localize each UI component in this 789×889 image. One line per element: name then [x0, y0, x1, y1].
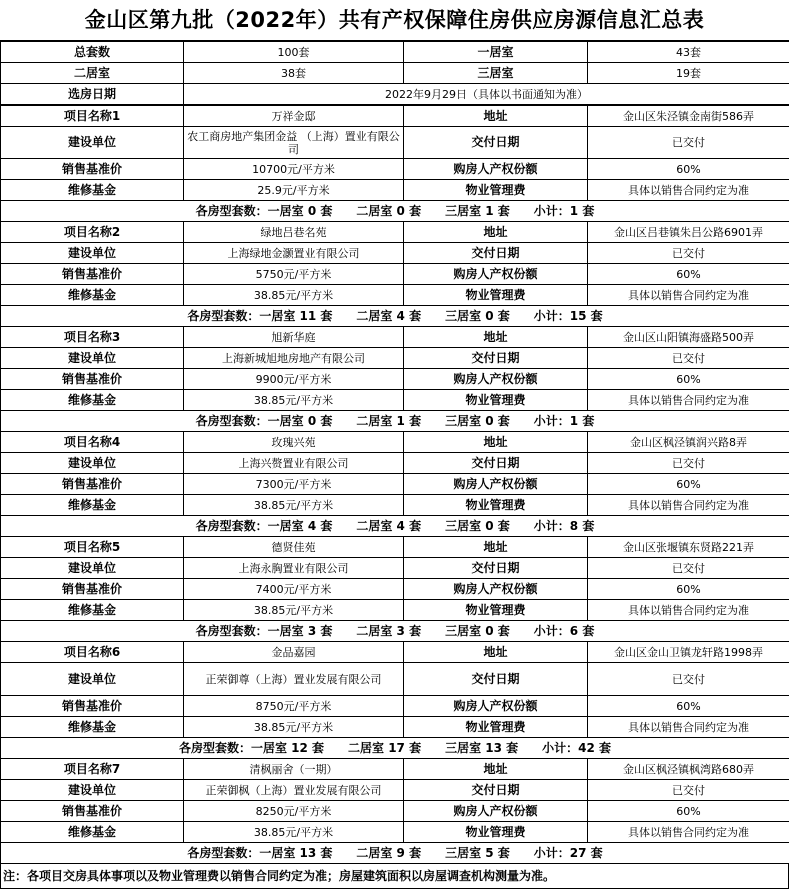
address-label: 地址 [404, 106, 588, 127]
mgmt-value: 具体以销售合同约定为准 [588, 495, 789, 516]
builder-label: 建设单位 [1, 127, 184, 159]
share-label: 购房人产权份额 [404, 369, 588, 390]
delivery-value: 已交付 [588, 453, 789, 474]
project-name: 金品嘉园 [184, 642, 404, 663]
room-count-row [1, 306, 789, 327]
price-value: 7400元/平方米 [184, 579, 404, 600]
delivery-value: 已交付 [588, 348, 789, 369]
price-value: 9900元/平方米 [184, 369, 404, 390]
builder-label: 建设单位 [1, 453, 184, 474]
fund-value: 38.85元/平方米 [184, 717, 404, 738]
mgmt-label: 物业管理费 [404, 600, 588, 621]
room-count-row [1, 621, 789, 642]
builder-value: 农工商房地产集团金益 （上海）置业有限公司 [184, 127, 404, 159]
project-name: 旭新华庭 [184, 327, 404, 348]
address-label: 地址 [404, 327, 588, 348]
mgmt-label: 物业管理费 [404, 495, 588, 516]
mgmt-value: 具体以销售合同约定为准 [588, 180, 789, 201]
price-value: 8250元/平方米 [184, 801, 404, 822]
delivery-label: 交付日期 [404, 558, 588, 579]
address-label: 地址 [404, 222, 588, 243]
room-count-summary: 各房型套数：一居室 3 套 二居室 3 套 三居室 0 套 小计：6 套 [1, 621, 789, 642]
price-row [1, 264, 789, 285]
share-value: 60% [588, 696, 789, 717]
delivery-value: 已交付 [588, 127, 789, 159]
mgmt-value: 具体以销售合同约定为准 [588, 285, 789, 306]
date-value: 2022年9月29日（具体以书面通知为准） [184, 84, 789, 105]
fund-label: 维修基金 [1, 495, 184, 516]
builder-row [1, 663, 789, 696]
project-address: 金山区枫泾镇润兴路8弄 [588, 432, 789, 453]
fund-row [1, 822, 789, 843]
share-value: 60% [588, 474, 789, 495]
project-address: 金山区金山卫镇龙轩路1998弄 [588, 642, 789, 663]
fund-row [1, 390, 789, 411]
price-label: 销售基准价 [1, 474, 184, 495]
address-label: 地址 [404, 432, 588, 453]
builder-value: 上海新城旭地房地产有限公司 [184, 348, 404, 369]
price-value: 10700元/平方米 [184, 159, 404, 180]
summary-row [1, 63, 789, 84]
project-address: 金山区张堰镇东贤路221弄 [588, 537, 789, 558]
room-count-row [1, 411, 789, 432]
delivery-label: 交付日期 [404, 348, 588, 369]
project-label: 项目名称6 [1, 642, 184, 663]
share-value: 60% [588, 801, 789, 822]
project-label: 项目名称4 [1, 432, 184, 453]
share-value: 60% [588, 159, 789, 180]
builder-label: 建设单位 [1, 780, 184, 801]
project-address: 金山区吕巷镇朱吕公路6901弄 [588, 222, 789, 243]
summary-row [1, 84, 789, 105]
project-name: 德贤佳苑 [184, 537, 404, 558]
delivery-label: 交付日期 [404, 663, 588, 696]
address-label: 地址 [404, 759, 588, 780]
delivery-value: 已交付 [588, 558, 789, 579]
address-label: 地址 [404, 642, 588, 663]
price-value: 8750元/平方米 [184, 696, 404, 717]
room-count-row [1, 201, 789, 222]
builder-row [1, 243, 789, 264]
mgmt-value: 具体以销售合同约定为准 [588, 717, 789, 738]
project-name: 万祥金邸 [184, 106, 404, 127]
price-label: 销售基准价 [1, 369, 184, 390]
fund-value: 38.85元/平方米 [184, 390, 404, 411]
date-label: 选房日期 [1, 84, 184, 105]
builder-row [1, 348, 789, 369]
project-label: 项目名称5 [1, 537, 184, 558]
delivery-value: 已交付 [588, 243, 789, 264]
project-name-row [1, 432, 789, 453]
delivery-value: 已交付 [588, 780, 789, 801]
one-room-value: 43套 [588, 42, 789, 63]
project-address: 金山区枫泾镇枫湾路680弄 [588, 759, 789, 780]
price-label: 销售基准价 [1, 264, 184, 285]
project-address: 金山区山阳镇海盛路500弄 [588, 327, 789, 348]
price-row [1, 159, 789, 180]
share-label: 购房人产权份额 [404, 264, 588, 285]
room-count-row [1, 738, 789, 759]
builder-value: 正荣御枫（上海）置业发展有限公司 [184, 780, 404, 801]
fund-row [1, 495, 789, 516]
mgmt-label: 物业管理费 [404, 285, 588, 306]
project-label: 项目名称2 [1, 222, 184, 243]
project-name-row [1, 642, 789, 663]
delivery-value: 已交付 [588, 663, 789, 696]
project-address: 金山区朱泾镇金南街586弄 [588, 106, 789, 127]
mgmt-label: 物业管理费 [404, 180, 588, 201]
price-row [1, 579, 789, 600]
builder-value: 上海绿地金灏置业有限公司 [184, 243, 404, 264]
fund-label: 维修基金 [1, 717, 184, 738]
project-label: 项目名称7 [1, 759, 184, 780]
price-row [1, 369, 789, 390]
price-label: 销售基准价 [1, 696, 184, 717]
price-label: 销售基准价 [1, 801, 184, 822]
summary-row [1, 42, 789, 63]
builder-row [1, 780, 789, 801]
mgmt-label: 物业管理费 [404, 390, 588, 411]
builder-row [1, 127, 789, 159]
fund-label: 维修基金 [1, 822, 184, 843]
room-count-summary: 各房型套数：一居室 0 套 二居室 0 套 三居室 1 套 小计：1 套 [1, 201, 789, 222]
mgmt-label: 物业管理费 [404, 822, 588, 843]
summary-table [0, 41, 789, 105]
projects-table [0, 105, 789, 864]
builder-row [1, 558, 789, 579]
mgmt-value: 具体以销售合同约定为准 [588, 600, 789, 621]
three-room-value: 19套 [588, 63, 789, 84]
price-row [1, 696, 789, 717]
price-label: 销售基准价 [1, 579, 184, 600]
three-room-label: 三居室 [404, 63, 588, 84]
builder-label: 建设单位 [1, 348, 184, 369]
footnote: 注：各项目交房具体事项以及物业管理费以销售合同约定为准；房屋建筑面积以房屋调查机构测量为准。 [0, 864, 789, 889]
fund-label: 维修基金 [1, 180, 184, 201]
total-value: 100套 [184, 42, 404, 63]
room-count-row [1, 516, 789, 537]
project-name-row [1, 106, 789, 127]
fund-value: 25.9元/平方米 [184, 180, 404, 201]
project-label: 项目名称1 [1, 106, 184, 127]
fund-label: 维修基金 [1, 600, 184, 621]
delivery-label: 交付日期 [404, 243, 588, 264]
project-name-row [1, 759, 789, 780]
builder-value: 正荣御尊（上海）置业发展有限公司 [184, 663, 404, 696]
one-room-label: 一居室 [404, 42, 588, 63]
share-label: 购房人产权份额 [404, 159, 588, 180]
total-label: 总套数 [1, 42, 184, 63]
room-count-summary: 各房型套数：一居室 13 套 二居室 9 套 三居室 5 套 小计：27 套 [1, 843, 789, 864]
two-room-value: 38套 [184, 63, 404, 84]
page-title: 金山区第九批（2022年）共有产权保障住房供应房源信息汇总表 [0, 0, 789, 41]
fund-row [1, 600, 789, 621]
fund-value: 38.85元/平方米 [184, 600, 404, 621]
fund-label: 维修基金 [1, 285, 184, 306]
builder-value: 上海兴赘置业有限公司 [184, 453, 404, 474]
project-name: 清枫丽舍（一期） [184, 759, 404, 780]
project-name: 绿地吕巷名苑 [184, 222, 404, 243]
project-label: 项目名称3 [1, 327, 184, 348]
share-label: 购房人产权份额 [404, 474, 588, 495]
mgmt-value: 具体以销售合同约定为准 [588, 390, 789, 411]
project-name-row [1, 222, 789, 243]
fund-value: 38.85元/平方米 [184, 495, 404, 516]
share-label: 购房人产权份额 [404, 696, 588, 717]
share-value: 60% [588, 264, 789, 285]
fund-row [1, 285, 789, 306]
mgmt-value: 具体以销售合同约定为准 [588, 822, 789, 843]
fund-value: 38.85元/平方米 [184, 822, 404, 843]
room-count-summary: 各房型套数：一居室 4 套 二居室 4 套 三居室 0 套 小计：8 套 [1, 516, 789, 537]
fund-row [1, 717, 789, 738]
address-label: 地址 [404, 537, 588, 558]
price-value: 7300元/平方米 [184, 474, 404, 495]
builder-label: 建设单位 [1, 663, 184, 696]
share-value: 60% [588, 369, 789, 390]
delivery-label: 交付日期 [404, 127, 588, 159]
builder-value: 上海永胸置业有限公司 [184, 558, 404, 579]
builder-label: 建设单位 [1, 243, 184, 264]
room-count-row [1, 843, 789, 864]
two-room-label: 二居室 [1, 63, 184, 84]
room-count-summary: 各房型套数：一居室 0 套 二居室 1 套 三居室 0 套 小计：1 套 [1, 411, 789, 432]
project-name: 玫瑰兴苑 [184, 432, 404, 453]
builder-row [1, 453, 789, 474]
delivery-label: 交付日期 [404, 780, 588, 801]
mgmt-label: 物业管理费 [404, 717, 588, 738]
price-label: 销售基准价 [1, 159, 184, 180]
price-row [1, 474, 789, 495]
project-name-row [1, 537, 789, 558]
share-value: 60% [588, 579, 789, 600]
room-count-summary: 各房型套数：一居室 11 套 二居室 4 套 三居室 0 套 小计：15 套 [1, 306, 789, 327]
builder-label: 建设单位 [1, 558, 184, 579]
share-label: 购房人产权份额 [404, 579, 588, 600]
fund-value: 38.85元/平方米 [184, 285, 404, 306]
project-name-row [1, 327, 789, 348]
price-value: 5750元/平方米 [184, 264, 404, 285]
fund-label: 维修基金 [1, 390, 184, 411]
share-label: 购房人产权份额 [404, 801, 588, 822]
fund-row [1, 180, 789, 201]
delivery-label: 交付日期 [404, 453, 588, 474]
price-row [1, 801, 789, 822]
room-count-summary: 各房型套数：一居室 12 套 二居室 17 套 三居室 13 套 小计：42 套 [1, 738, 789, 759]
